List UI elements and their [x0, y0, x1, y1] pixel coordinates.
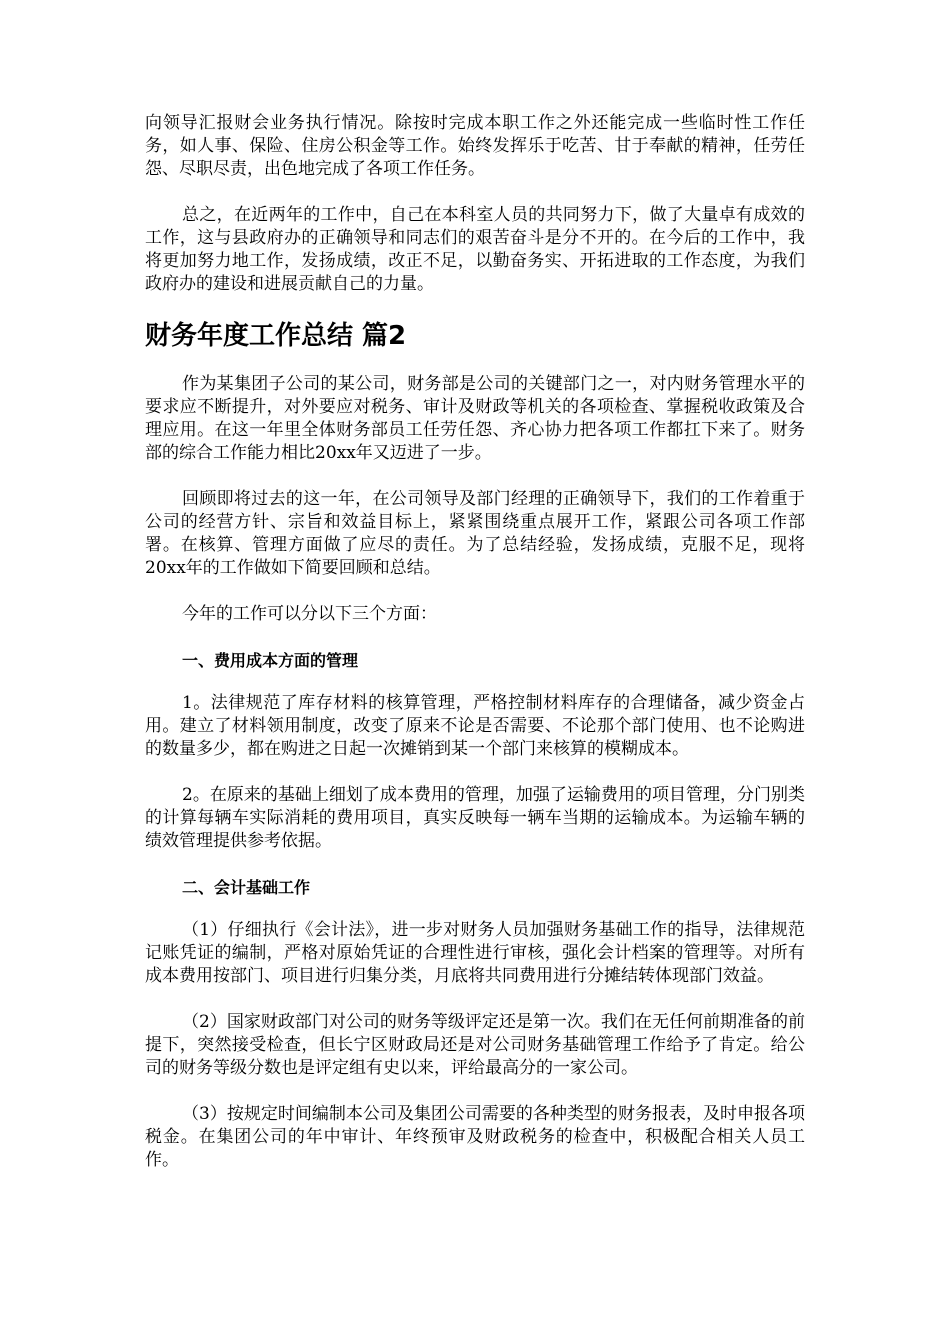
list-item-paragraph: （1）仔细执行《会计法》，进一步对财务人员加强财务基础工作的指导，法律规范记账凭证的编制，严格对原始凭证的合理性进行审核，强化会计档案的管理等。对所有成本费用按部门、项目进行归集分类，月底将共同费用进行分摊结转体现部门效益。: [145, 920, 805, 986]
body-paragraph: 总之，在近两年的工作中，自己在本科室人员的共同努力下，做了大量卓有成效的工作，这与县政府办的正确领导和同志们的艰苦奋斗是分不开的。在今后的工作中，我将更加努力地工作，发扬成绩，改正不足，以勤奋务实、开拓进取的工作态度，为我们政府办的建设和进展贡献自己的力量。: [145, 205, 805, 294]
body-paragraph: 今年的工作可以分以下三个方面：: [182, 604, 437, 624]
body-paragraph: 作为某集团子公司的某公司，财务部是公司的关键部门之一，对内财务管理水平的要求应不断提升，对外要应对税务、审计及财政等机关的各项检查、掌握税收政策及合理应用。在这一年里全体财务部员工任劳任怨、齐心协力把各项工作都扛下来了。财务部的综合工作能力相比20xx年又迈进了一步。: [145, 374, 805, 463]
subsection-heading: 二、会计基础工作: [182, 878, 311, 897]
body-paragraph: 向领导汇报财会业务执行情况。除按时完成本职工作之外还能完成一些临时性工作任务，如人事、保险、住房公积金等工作。始终发挥乐于吃苦、甘于奉献的精神，任劳任怨、尽职尽责，出色地完成了各项工作任务。: [145, 113, 805, 179]
list-item-paragraph: （2）国家财政部门对公司的财务等级评定还是第一次。我们在无任何前期准备的前提下，突然接受检查，但长宁区财政局还是对公司财务基础管理工作给予了肯定。给公司的财务等级分数也是评定组有史以来，评给最高分的一家公司。: [145, 1012, 805, 1078]
section-title: 财务年度工作总结 篇2: [145, 321, 407, 351]
list-item-paragraph: 2。在原来的基础上细划了成本费用的管理，加强了运输费用的项目管理，分门别类的计算每辆车实际消耗的费用项目，真实反映每一辆车当期的运输成本。为运输车辆的绩效管理提供参考依据。: [145, 785, 805, 851]
document-page: [145, 112, 805, 1195]
list-item-paragraph: （3）按规定时间编制本公司及集团公司需要的各种类型的财务报表，及时申报各项税金。在集团公司的年中审计、年终预审及财政税务的检查中，积极配合相关人员工作。: [145, 1104, 805, 1170]
body-paragraph: 回顾即将过去的这一年，在公司领导及部门经理的正确领导下，我们的工作着重于公司的经营方针、宗旨和效益目标上，紧紧围绕重点展开工作，紧跟公司各项工作部署。在核算、管理方面做了应尽的责任。为了总结经验，发扬成绩，克服不足，现将20xx年的工作做如下简要回顾和总结。: [145, 489, 805, 578]
subsection-heading: 一、费用成本方面的管理: [182, 651, 359, 670]
list-item-paragraph: 1。法律规范了库存材料的核算管理，严格控制材料库存的合理储备，减少资金占用。建立了材料领用制度，改变了原来不论是否需要、不论那个部门使用、也不论购进的数量多少，都在购进之日起一次摊销到某一个部门来核算的模糊成本。: [145, 693, 805, 759]
